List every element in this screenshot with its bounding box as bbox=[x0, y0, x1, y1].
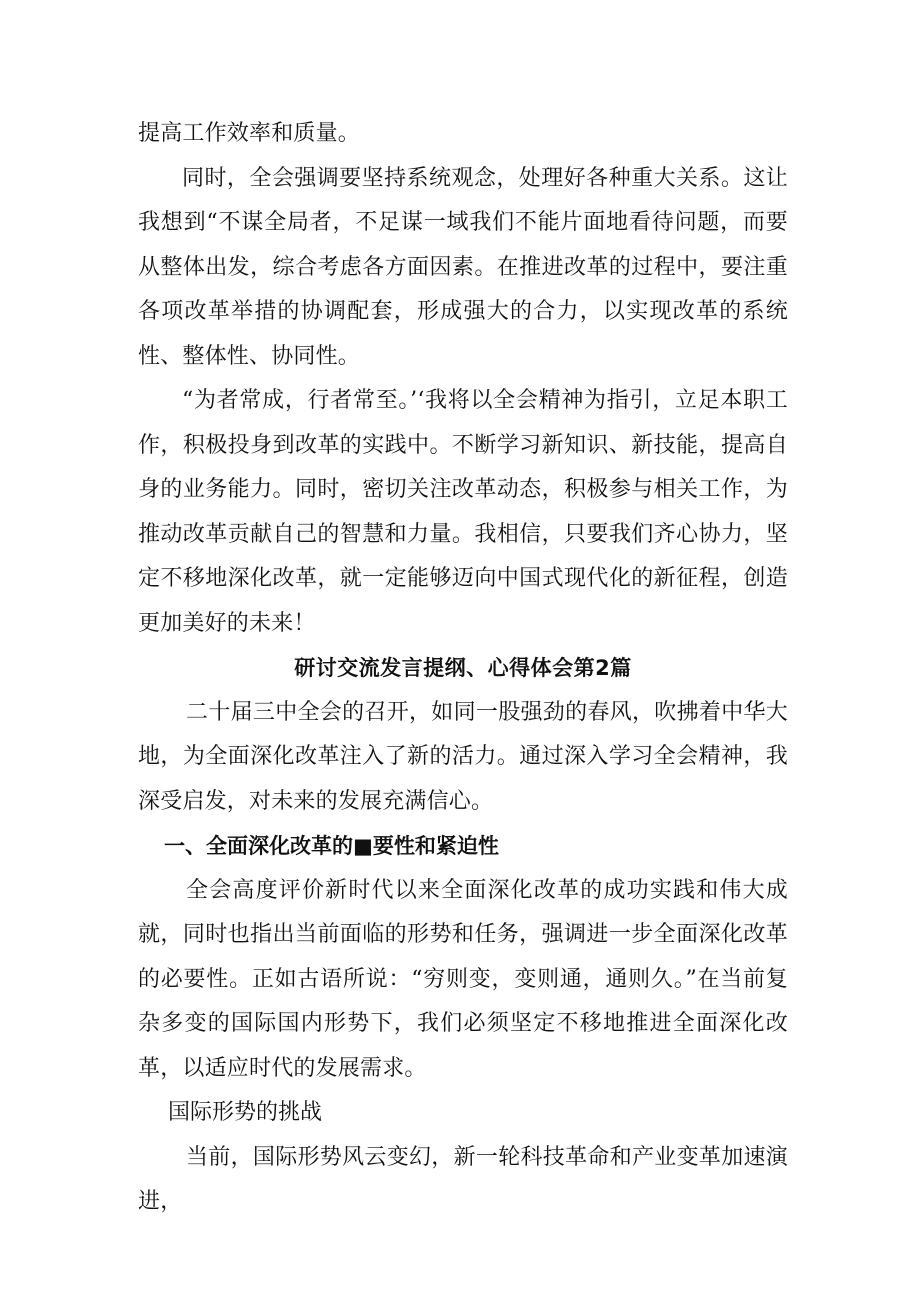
section-intro-paragraph: 二十届三中全会的召开，如同一股强劲的春风，吹拂着中华大地，为全面深化改革注入了新的活力。通过深入学习全会精神，我深受启发，对未来的发展充满信心。 bbox=[138, 699, 788, 814]
paragraph-continuation: 提高工作效率和质量。 bbox=[138, 121, 361, 146]
paragraph-system-view: 同时，全会强调要坚持系统观念，处理好各种重大关系。这让我想到“不谋全局者，不足谋一域我们不能片面地看待问题，而要从整体出发，综合考虑各方面因素。在推进改革的过程中，要注重各项改革举措的协调配套，形成强大的合力，以实现改革的系统性、整体性、协同性。 bbox=[138, 165, 788, 369]
paragraph-international-body: 当前，国际形势风云变幻，新一轮科技革命和产业变革加速演进， bbox=[138, 1144, 788, 1214]
subheading-international-challenges: 国际形势的挑战 bbox=[168, 1100, 323, 1125]
heading-importance-urgency: 一、全面深化改革的■要性和紧迫性 bbox=[164, 834, 499, 858]
document-body bbox=[138, 112, 788, 1225]
section-title: 研讨交流发言提纲、心得体会第2篇 bbox=[294, 656, 632, 680]
paragraph-importance-body: 全会高度评价新时代以来全面深化改革的成功实践和伟大成就，同时也指出当前面临的形势和任务，强调进一步全面深化改革的必要性。正如古语所说：“穷则变，变则通，通则久。”在当前复杂多变的国际国内形势下，我们必须坚定不移地推进全面深化改革，以适应时代的发展需求。 bbox=[138, 877, 788, 1081]
paragraph-commitment: “为者常成，行者常至。’‘我将以全会精神为指引，立足本职工作，积极投身到改革的实践中。不断学习新知识、新技能，提高自身的业务能力。同时，密切关注改革动态，积极参与相关工作，为推动改革贡献自己的智慧和力量。我相信，只要我们齐心协力，坚定不移地深化改革，就一定能够迈向中国式现代化的新征程，创造更加美好的未来！ bbox=[138, 388, 788, 636]
